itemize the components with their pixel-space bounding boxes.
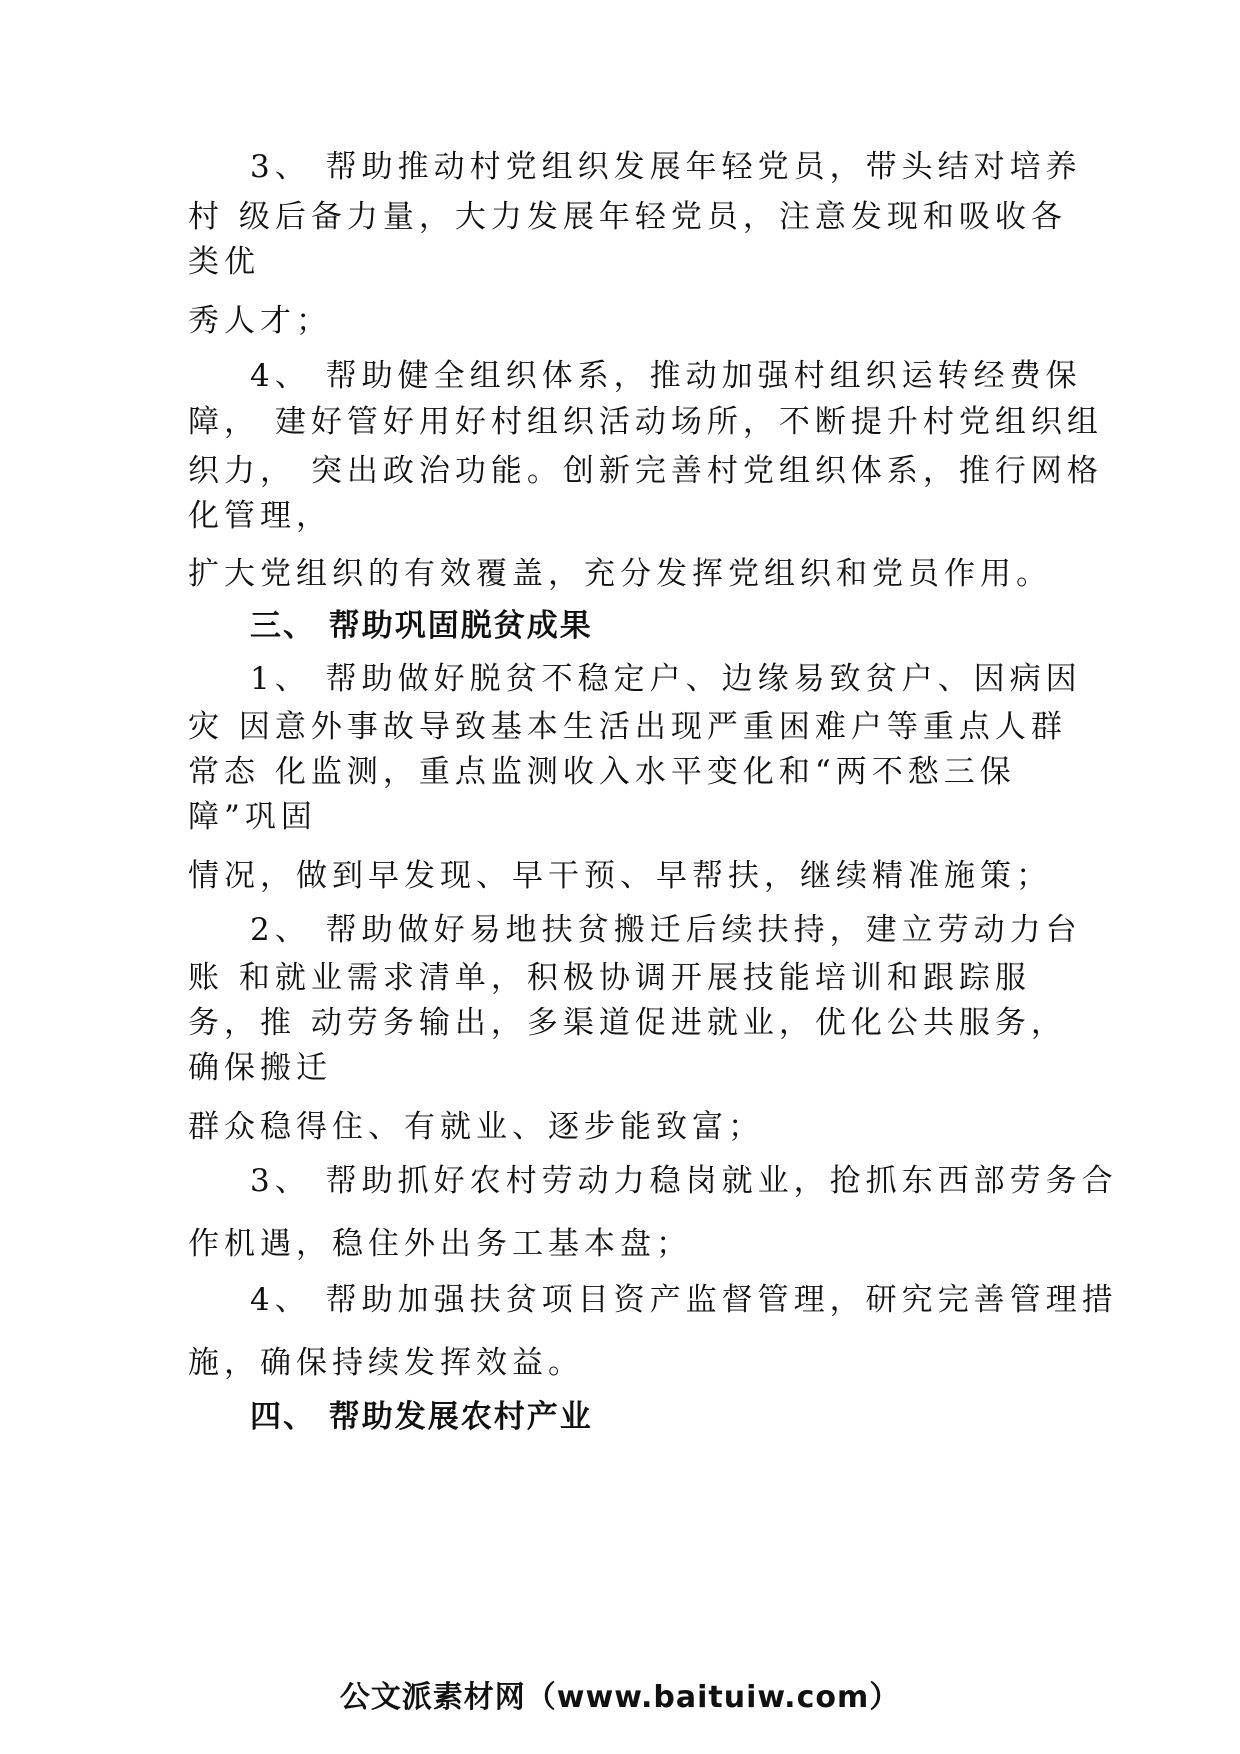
paragraph-line: 4、 帮助加强扶贫项目资产监督管理，研究完善管理措 [250, 1282, 1118, 1318]
paragraph-line: 群众稳得住、有就业、逐步能致富； [188, 1109, 764, 1145]
paragraph-line: 灾 因意外事故导致基本生活出现严重困难户等重点人群 [188, 709, 1067, 745]
paragraph-line: 常态 化监测，重点监测收入水平变化和“两不愁三保 [188, 754, 1016, 790]
paragraph-line: 1、 帮助做好脱贫不稳定户、边缘易致贫户、因病因 [250, 661, 1082, 697]
paragraph-line: 2、 帮助做好易地扶贫搬迁后续扶持，建立劳动力台 [250, 912, 1082, 948]
paragraph-line: 村 级后备力量，大力发展年轻党员，注意发现和吸收各 [188, 199, 1067, 235]
paragraph-line: 障”巩固 [188, 799, 317, 835]
paragraph-line: 类优 [188, 244, 260, 280]
paragraph-line: 扩大党组织的有效覆盖，充分发挥党组织和党员作用。 [188, 556, 1052, 592]
paragraph-line: 确保搬迁 [188, 1050, 332, 1086]
paragraph-line: 4、 帮助健全组织体系，推动加强村组织运转经费保 [250, 358, 1082, 394]
paragraph-line: 施，确保持续发挥效益。 [188, 1345, 584, 1381]
section-heading-4: 四、 帮助发展农村产业 [250, 1399, 593, 1435]
paragraph-line: 账 和就业需求清单，积极协调开展技能培训和跟踪服 [188, 960, 1031, 996]
paragraph-line: 化管理， [188, 498, 332, 534]
paragraph-line: 务，推 动劳务输出，多渠道促进就业，优化公共服务， [188, 1005, 1067, 1041]
paragraph-line: 秀人才； [188, 303, 332, 339]
paragraph-line: 情况，做到早发现、早干预、早帮扶，继续精准施策； [188, 858, 1052, 894]
paragraph-line: 障， 建好管好用好村组织活动场所，不断提升村党组织组 [188, 404, 1103, 440]
paragraph-line: 3、 帮助抓好农村劳动力稳岗就业，抢抓东西部劳务合 [250, 1163, 1118, 1199]
section-heading-3: 三、 帮助巩固脱贫成果 [250, 608, 593, 644]
paragraph-line: 织力， 突出政治功能。创新完善村党组织体系，推行网格 [188, 453, 1103, 489]
footer-watermark: 公文派素材网（www.baituiw.com） [339, 1680, 901, 1715]
paragraph-line: 作机遇，稳住外出务工基本盘； [188, 1226, 692, 1262]
paragraph-line: 3、 帮助推动村党组织发展年轻党员，带头结对培养 [250, 149, 1082, 185]
